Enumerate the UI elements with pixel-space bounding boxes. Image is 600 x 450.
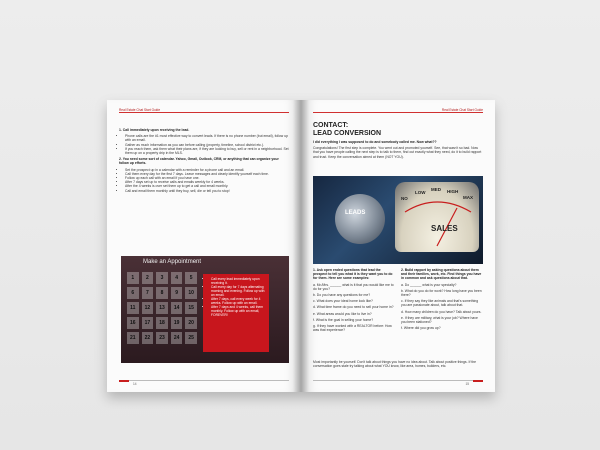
calendar-day: 12 — [142, 302, 154, 314]
calendar-day: 17 — [142, 317, 154, 329]
calendar-grid — [127, 272, 197, 360]
list-item: a. Mr./Mrs. ______ what is it that you would like me to do for you? — [313, 282, 394, 291]
left-footer-rule — [119, 380, 289, 381]
knob-icon — [335, 194, 385, 244]
intro-paragraph: Congratulations! The first step is complete. You went out and promoted yourself. See, that wasn't so bad. Now that you have people calling the next step is to talk to them, find out exactly what they need, do it to build rapport and trust. Keep the conversation aimed at them (NOT YOU). — [313, 146, 482, 159]
questions-column-1 — [313, 268, 395, 334]
page-title — [313, 122, 381, 137]
list-item: • Call every day for 7 days alternating morning and evening. Follow up with an email. — [211, 285, 266, 297]
calendar-day: 7 — [142, 287, 154, 299]
list-item: • Gather as much information as you can before calling (property, timeline, school district etc.). — [125, 143, 289, 147]
list-item: • Set the prospect up in a calendar with a reminder for a phone call and an email. — [125, 168, 289, 172]
calendar-day: 11 — [127, 302, 139, 314]
right-footer-rule — [313, 380, 483, 381]
calendar-day: 25 — [185, 332, 197, 344]
list-item: f. Where did you grow up? — [401, 326, 441, 331]
gauge-dial-icon — [395, 182, 479, 252]
col2-heading: 2. Build rapport by asking questions about them and their families, work, etc. Find things you have in common and ask questions about that. — [401, 268, 482, 281]
intro-text — [313, 140, 483, 161]
appointment-panel — [121, 256, 289, 363]
dial-label: NO — [401, 196, 408, 201]
leads-sales-gauge-image — [313, 176, 483, 264]
left-header-rule — [119, 112, 289, 113]
calendar-day: 20 — [185, 317, 197, 329]
calendar-day: 15 — [185, 302, 197, 314]
list-item: d. What time frame do you need to sell your home in? — [313, 305, 394, 310]
calendar-day: 22 — [142, 332, 154, 344]
gauge-needle-icon — [395, 182, 479, 252]
dial-label: MAX — [463, 195, 473, 200]
right-page — [301, 100, 495, 392]
right-page-number: 15 — [465, 382, 469, 386]
list-item: • After the 4 weeks is over set them up to get a call and email monthly. — [125, 184, 289, 188]
calendar-day: 4 — [171, 272, 183, 284]
list-item: c. What does your ideal home look like? — [313, 299, 373, 304]
dial-label: HIGH — [447, 189, 459, 194]
appointment-title: Make an Appointment — [143, 259, 202, 265]
list-item: • After 7 days set up to receive calls and emails weekly for 4 weeks. — [125, 180, 289, 184]
calendar-day: 9 — [171, 287, 183, 299]
list-item: d. How many children do you have? Talk about yours. — [401, 309, 482, 314]
list-item: • Call and email them monthly until they buy, sell, die or tell you to stop! — [125, 189, 289, 193]
calendar-day: 10 — [185, 287, 197, 299]
calendar-day: 8 — [156, 287, 168, 299]
questions-column-2 — [401, 268, 483, 332]
list-item: • After 7 days and 4 weeks, call them monthly. Follow up with an email, FOREVER! — [211, 305, 266, 317]
section1-list — [119, 134, 289, 155]
left-page — [107, 100, 301, 392]
left-footer-mark — [119, 380, 129, 382]
calendar-day: 16 — [127, 317, 139, 329]
list-item: • Call every lead immediately upon receiving it. — [211, 277, 266, 285]
list-item: • Phone calls are the #1 most effective way to convert leads. If there is no phone number (but email), follow up with an email. — [125, 134, 289, 142]
calendar-day: 18 — [156, 317, 168, 329]
open-brochure — [107, 100, 495, 392]
closing-paragraph: Most importantly be yourself. Don't talk about things you have no idea about. Talk about positive things. If the conversation goes stale try talking about what YOU know, like area, homes, builders, etc. — [313, 360, 477, 369]
closing-text — [313, 360, 483, 370]
list-item: f. What is the goal in selling your home? — [313, 317, 374, 322]
list-item: a. Do ______ what is your specialty? — [401, 282, 457, 287]
title-line-1: CONTACT: — [313, 122, 349, 129]
calendar-day: 21 — [127, 332, 139, 344]
calendar-day: 24 — [171, 332, 183, 344]
list-item: • After 7 days, call every week for 4 weeks. Follow up with an email. — [211, 297, 266, 305]
section2-heading: 2. You need some sort of calendar. Yahoo, Gmail, Outlook, CRM, or anything that can organize your follow up efforts. — [119, 157, 279, 166]
list-item: e. What areas would you like to live in? — [313, 311, 372, 316]
list-item: c. If they say they like animals and that's something you are passionate about, talk about that. — [401, 299, 479, 308]
list-item: b. What do you do for work? How long have you been there? — [401, 288, 482, 298]
calendar-day: 1 — [127, 272, 139, 284]
leads-label: LEADS — [345, 210, 366, 216]
appointment-notes — [203, 274, 269, 352]
calendar-day: 19 — [171, 317, 183, 329]
title-line-2: LEAD CONVERSION — [313, 129, 382, 137]
left-page-header: Real Estate Chat Start Guide — [119, 108, 161, 112]
list-item: e. If they are military, what is your job? Where have you been stationed? — [401, 315, 478, 325]
dial-label: MED — [431, 187, 441, 192]
right-header-rule — [313, 112, 483, 113]
calendar-day: 6 — [127, 287, 139, 299]
calendar-day: 14 — [171, 302, 183, 314]
col1-heading: 1. Ask open ended questions that lead the prospect to tell you what it is they want you to do for them. Here are some examples: — [313, 268, 393, 281]
list-item: b. Do you have any questions for me? — [313, 293, 371, 298]
right-page-header: Real Estate Chat Start Guide — [441, 108, 483, 112]
calendar-day: 3 — [156, 272, 168, 284]
list-item: g. If they have worked with a REALTOR before: How was that experience? — [313, 324, 392, 333]
calendar-day: 13 — [156, 302, 168, 314]
left-page-number: 14 — [133, 382, 137, 386]
section1-heading: 1. Call immediately upon receiving the lead. — [119, 128, 190, 132]
right-footer-mark — [473, 380, 483, 382]
dial-label: LOW — [415, 190, 426, 195]
calendar-day: 2 — [142, 272, 154, 284]
calendar-day: 23 — [156, 332, 168, 344]
intro-question: I did everything I was supposed to do and somebody called me. Now what?? — [313, 140, 437, 144]
sales-label: SALES — [431, 224, 458, 233]
calendar-day: 5 — [185, 272, 197, 284]
list-item: • Call them every day for the first 7 days. Leave messages and clearly identify yourself each time. — [125, 172, 289, 176]
list-item: • Follow up each call with an email if you have one. — [125, 176, 289, 180]
section2-list — [119, 168, 289, 193]
left-body — [119, 128, 289, 195]
list-item: • If you reach them, ask them what their plans are, if they are looking to buy, sell or rent in a neighborhood. Set them up on a property drip in the MLS. — [125, 147, 289, 155]
